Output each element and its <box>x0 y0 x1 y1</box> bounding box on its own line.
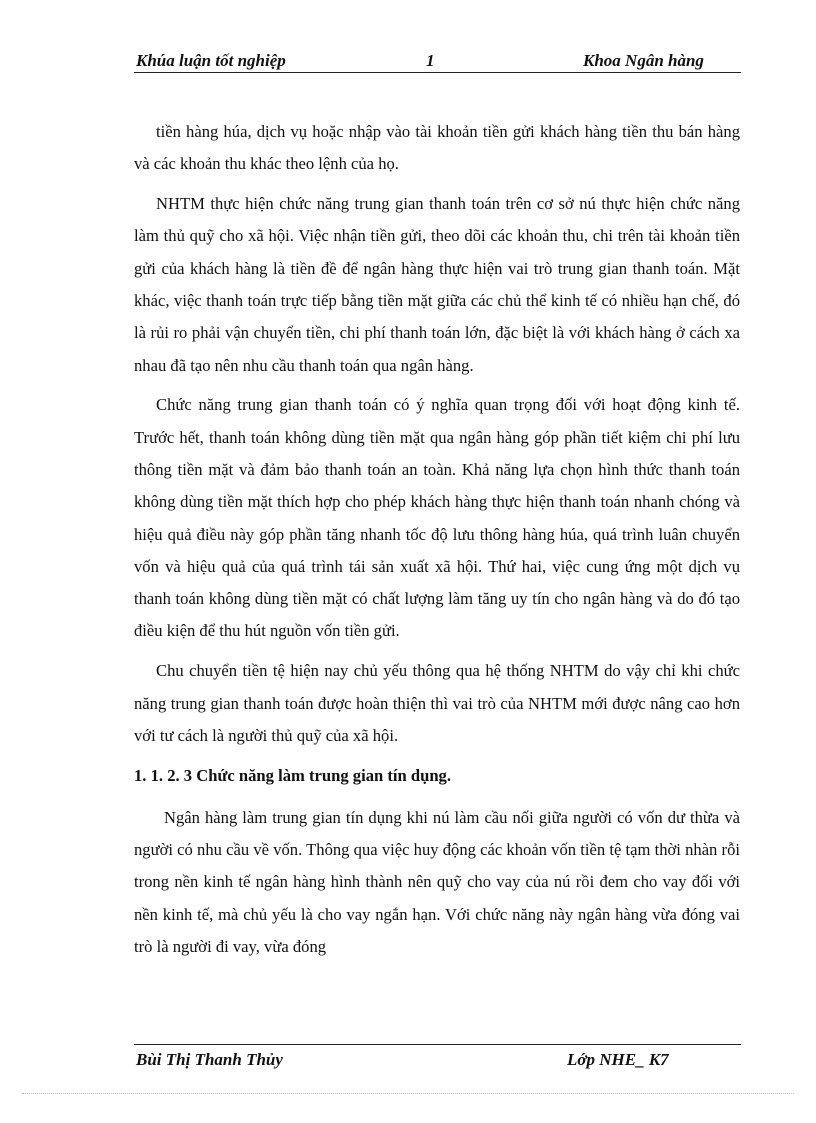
paragraph-continuation: tiền hàng húa, dịch vụ hoặc nhập vào tài khoản tiền gửi khách hàng tiền thu bán hàng và các khoản thu khác theo lệnh của họ. <box>134 122 740 174</box>
header-page-number: 1 <box>426 51 435 70</box>
footer-class: Lớp NHE_ K7 <box>567 1050 669 1069</box>
body-text <box>134 116 740 971</box>
paragraph-payment-significance: Chức năng trung gian thanh toán có ý nghĩa quan trọng đối với hoạt động kinh tế. Trước hết, thanh toán không dùng tiền mặt qua ngân hàng góp phần tiết kiệm chi phí lưu thông tiền mặt và đảm bảo thanh toán an toàn. Khả năng lựa chọn hình thức thanh toán không dùng tiền mặt thích hợp cho phép khách hàng thực hiện thanh toán nhanh chóng và hiệu quả điều này góp phần tăng nhanh tốc độ lưu thông hàng húa, quá trình luân chuyển vốn và hiệu quả của quá trình tái sản xuất xã hội. Thứ hai, việc cung ứng một dịch vụ thanh toán không dùng tiền mặt có chất lượng làm tăng uy tín cho ngân hàng và do đó tạo điều kiện để thu hút nguồn vốn tiền gửi. <box>134 395 740 641</box>
paragraph-payment-intermediary: NHTM thực hiện chức năng trung gian thanh toán trên cơ sở nú thực hiện chức năng làm thủ quỹ cho xã hội. Việc nhận tiền gửi, theo dõi các khoản thu, chi trên tài khoản tiền gửi của khách hàng là tiền đề để ngân hàng thực hiện vai trò trung gian thanh toán. Mặt khác, việc thanh toán trực tiếp bằng tiền mặt giữa các chủ thể kinh tế có nhiều hạn chế, đó là rủi ro phải vận chuyển tiền, chi phí thanh toán lớn, đặc biệt là với khách hàng ở cách xa nhau đã tạo nên nhu cầu thanh toán qua ngân hàng. <box>134 194 740 375</box>
paragraph-money-circulation: Chu chuyển tiền tệ hiện nay chủ yếu thông qua hệ thống NHTM do vậy chỉ khi chức năng trung gian thanh toán được hoàn thiện thì vai trò của NHTM mới được nâng cao hơn với tư cách là người thủ quỹ của xã hội. <box>134 661 740 745</box>
footer-author: Bùi Thị Thanh Thủy <box>136 1050 283 1069</box>
header-thesis-title: Khúa luận tốt nghiệp <box>136 51 286 70</box>
header-faculty: Khoa Ngân hàng <box>583 51 704 70</box>
page-header <box>134 50 741 73</box>
paragraph-credit-intermediary: Ngân hàng làm trung gian tín dụng khi nú làm cầu nối giữa người có vốn dư thừa và người có nhu cầu về vốn. Thông qua việc huy động các khoản vốn tiền tệ tạm thời nhàn rỗi trong nền kinh tế ngân hàng hình thành nên quỹ cho vay của nú rồi đem cho vay đối với nền kinh tế, mà chủ yếu là cho vay ngắn hạn. Với chức năng này ngân hàng vừa đóng vai trò là người đi vay, vừa đóng <box>134 807 740 956</box>
section-heading: 1. 1. 2. 3 Chức năng làm trung gian tín dụng. <box>134 765 452 785</box>
page-bottom-edge <box>22 1093 794 1094</box>
page-footer <box>134 1044 741 1075</box>
